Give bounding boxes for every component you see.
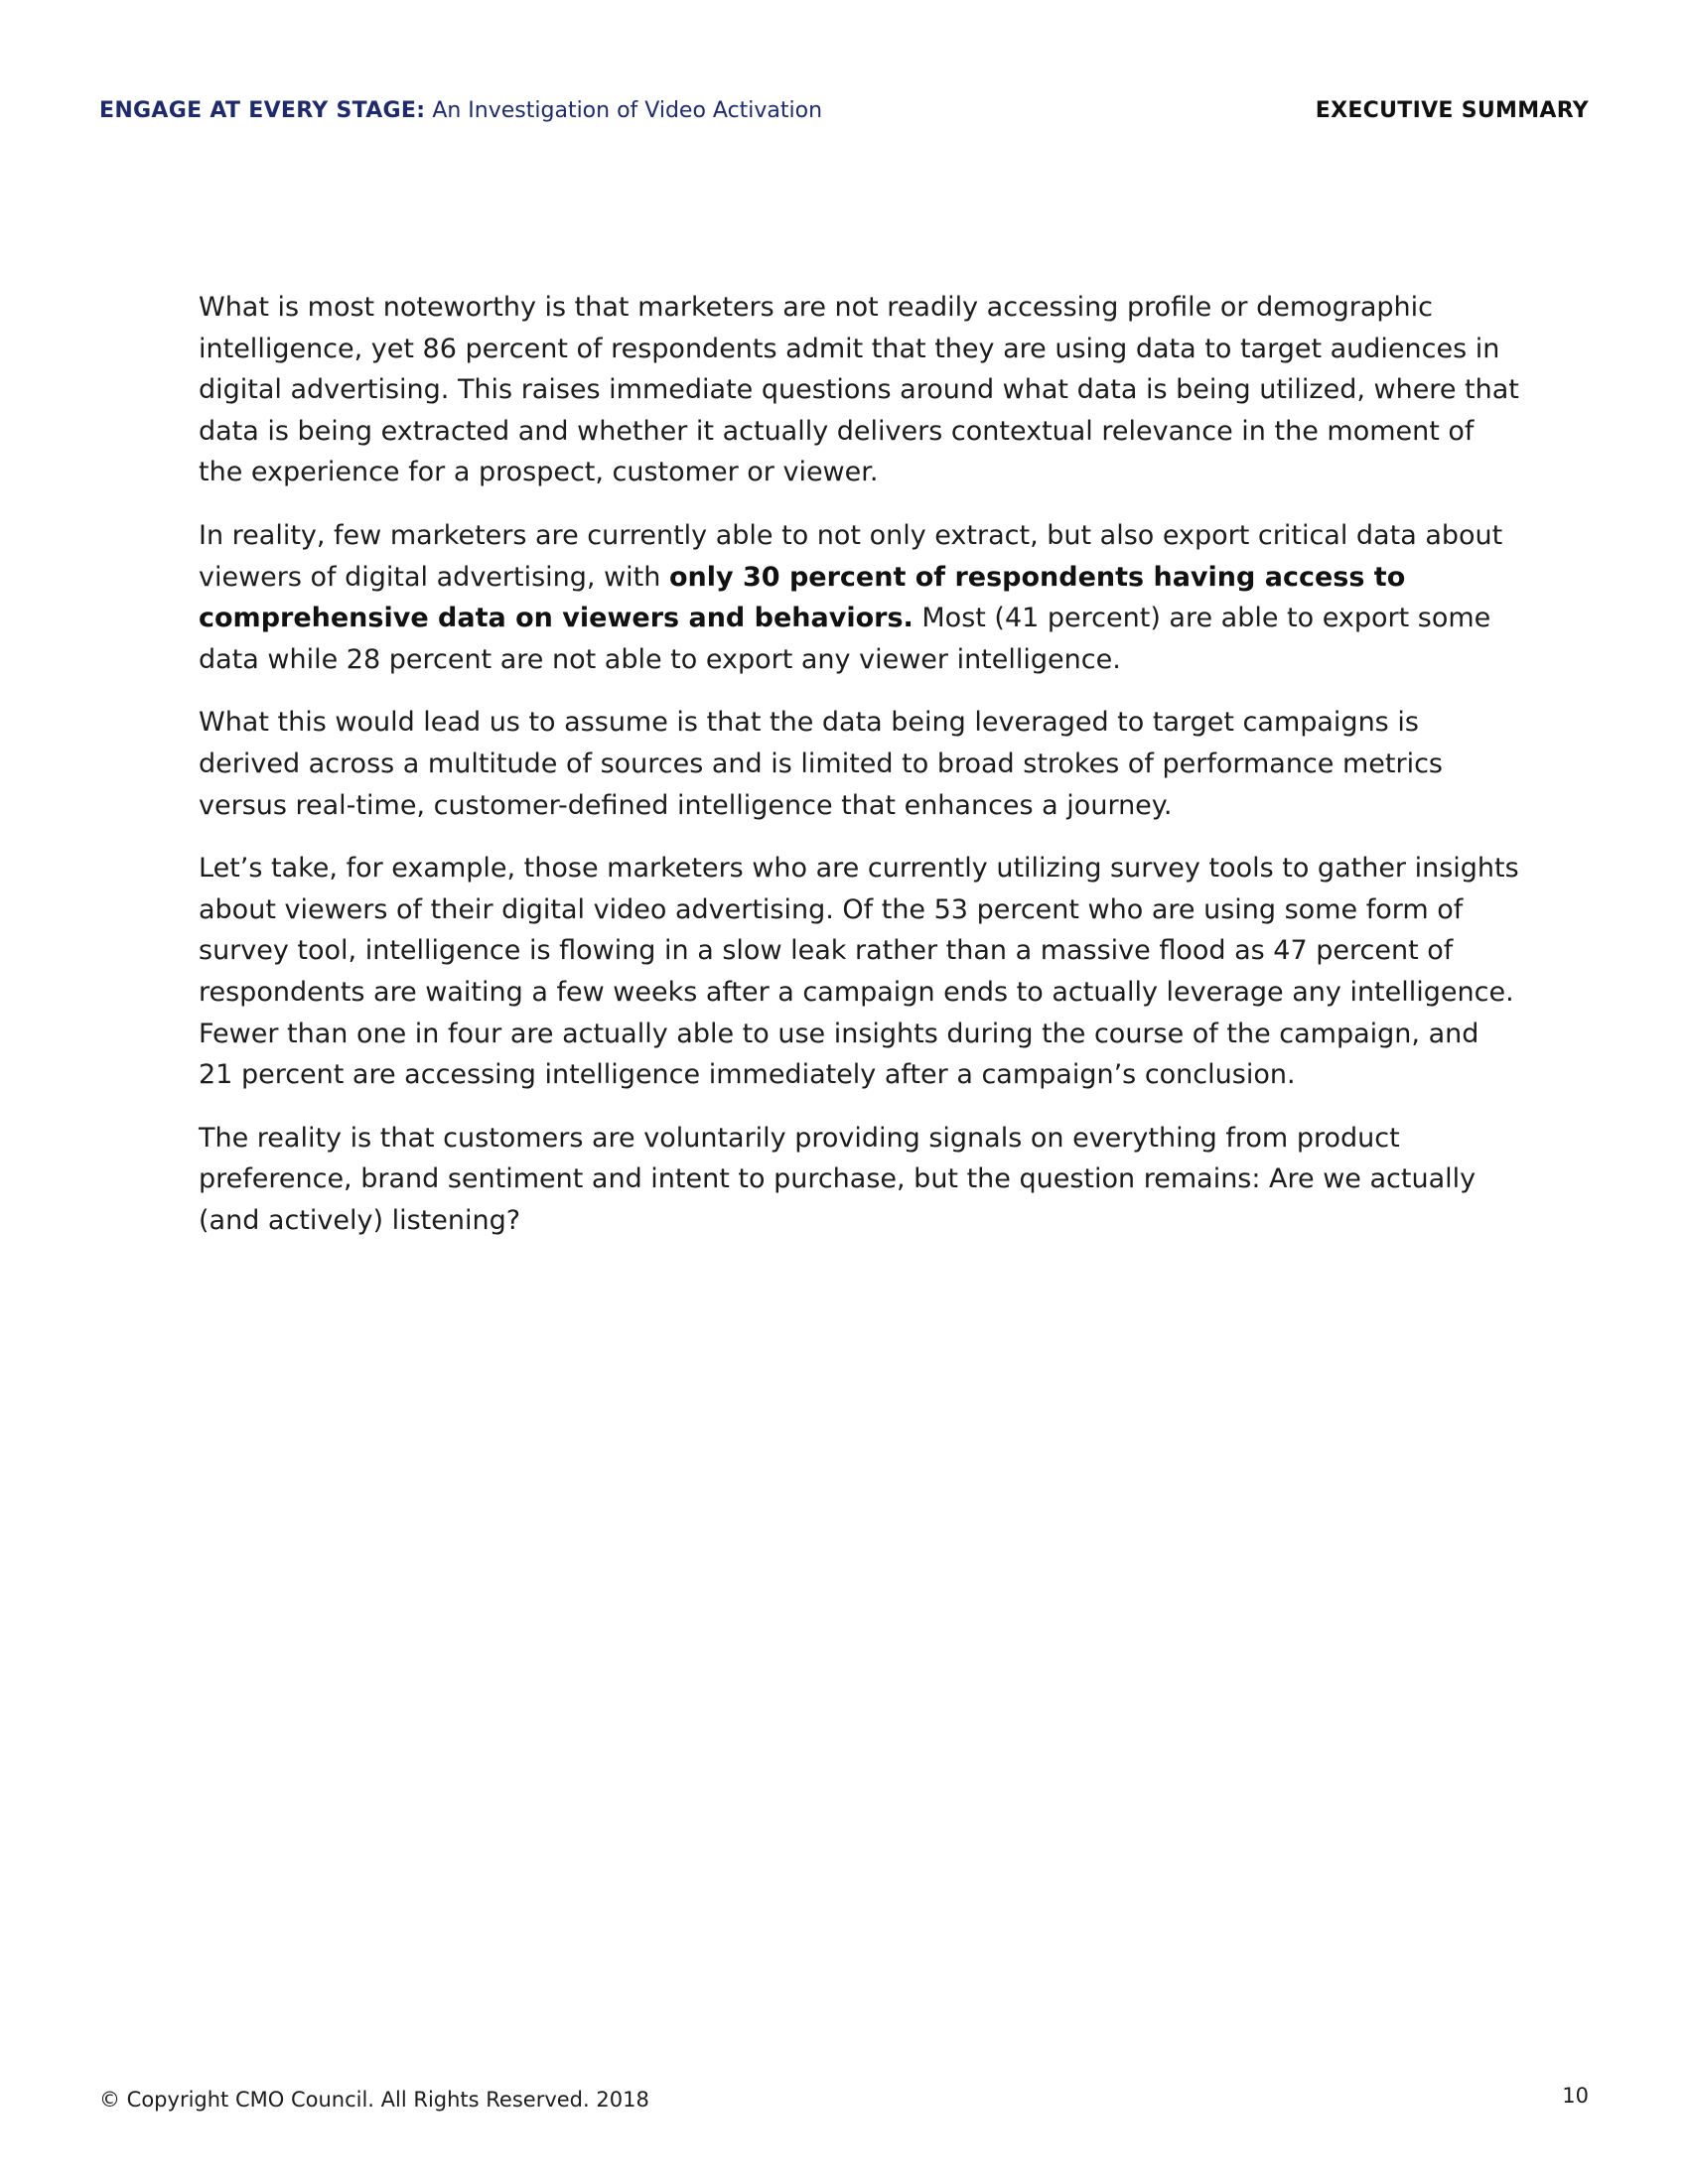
- document-title-subtitle: An Investigation of Video Activation: [425, 98, 823, 123]
- paragraph-3: What this would lead us to assume is that the data being leveraged to target campaigns is derived across a multitude of sources and is limited to broad strokes of performance metrics versus real-time, customer-defined intelligence that enhances a journey.: [199, 707, 1443, 821]
- document-title: [99, 96, 822, 126]
- paragraph-1: What is most noteworthy is that marketers are not readily accessing profile or demographic intelligence, yet 86 percent of respondents admit that they are using data to target audiences in digital advertising. This raises immediate questions around what data is being utilized, where that data is being extracted and whether it actually delivers contextual relevance in the moment of the experience for a prospect, customer or viewer.: [199, 292, 1519, 488]
- page-number: 10: [1562, 2084, 1589, 2108]
- section-title: EXECUTIVE SUMMARY: [1315, 98, 1589, 123]
- paragraph-2-highlight: only 30 percent of respondents having access to comprehensive data on viewers and behaviors.: [199, 561, 1406, 634]
- document-title-bold: ENGAGE AT EVERY STAGE:: [99, 98, 426, 123]
- page-header: [99, 96, 1589, 126]
- paragraph-2: [199, 515, 1519, 680]
- paragraph-2-start: In reality, few marketers are currently able to not only extract, but also export critical data about viewers of digital advertising, with: [199, 519, 1503, 593]
- paragraph-5: The reality is that customers are voluntarily providing signals on everything from product preference, brand sentiment and intent to purchase, but the question remains: Are we actually (and actively) listening?: [199, 1122, 1477, 1236]
- paragraph-4: Let’s take, for example, those marketers who are currently utilizing survey tools to gather insights about viewers of their digital video advertising. Of the 53 percent who are using some form of survey tool, intelligence is flowing in a slow leak rather than a massive flood as 47 percent of respondents are waiting a few weeks after a campaign ends to actually leverage any intelligence. Fewer than one in four are actually able to use insights during the course of the campaign, and 21 percent are accessing intelligence immediately after a campaign’s conclusion.: [199, 853, 1519, 1091]
- copyright-notice: © Copyright CMO Council. All Rights Reserved. 2018: [99, 2088, 649, 2112]
- body-text: [199, 287, 1519, 1263]
- paragraph-2-end: Most (41 percent) are able to export some data while 28 percent are not able to export any viewer intelligence.: [199, 603, 1491, 675]
